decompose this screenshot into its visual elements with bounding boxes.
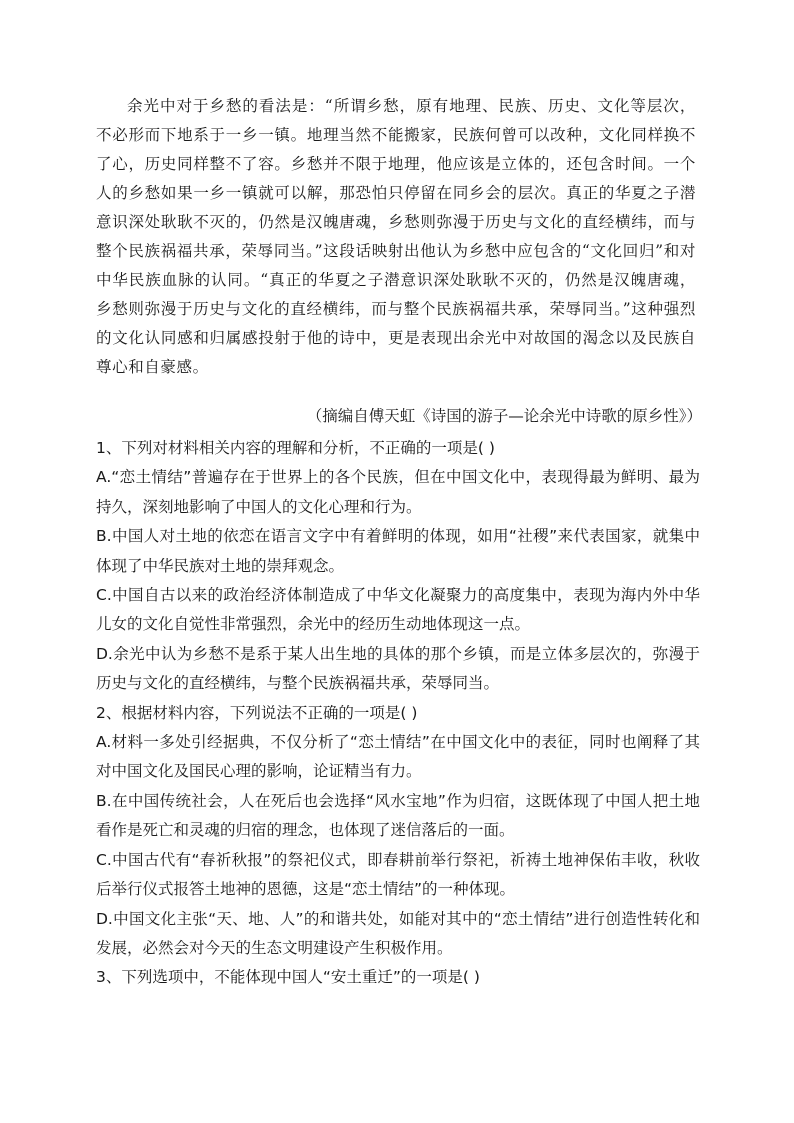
question-stem: 1、下列对材料相关内容的理解和分析，不正确的一项是( ): [96, 439, 495, 457]
question-option: A.“恋土情结”普遍存在于世界上的各个民族，但在中国文化中，表现得最为鲜明、最为持久，深刻地影响了中国人的文化心理和行为。: [96, 468, 700, 516]
question-option: D.中国文化主张“天、地、人”的和谐共处，如能对其中的“恋土情结”进行创造性转化和发展，必然会对今天的生态文明建设产生积极作用。: [96, 909, 700, 957]
question-stem: 3、下列选项中，不能体现中国人“安土重迁”的一项是( ): [96, 968, 480, 987]
passage: [96, 92, 696, 382]
question-option: D.余光中认为乡愁不是系于某人出生地的具体的那个乡镇，而是立体多层次的，弥漫于历史与文化的直经横纬，与整个民族祸福共承，荣辱同当。: [96, 644, 700, 693]
passage-paragraph: 余光中对于乡愁的看法是：“所谓乡愁，原有地理、民族、历史、文化等层次，不必形而下地系于一乡一镇。地理当然不能搬家，民族何曾可以改种，文化同样换不了心，历史同样整不了容。乡愁并不限于地理，他应该是立体的，还包含时间。一个人的乡愁如果一乡一镇就可以解，那恐怕只停留在同乡会的层次。真正的华夏之子潜意识深处耿耿不灭的，仍然是汉魄唐魂，乡愁则弥漫于历史与文化的直经横纬，而与整个民族祸福共承，荣辱同当。”这段话映射出他认为乡愁中应包含的“文化回归”和对中华民族血脉的认同。“真正的华夏之子潜意识深处耿耿不灭的，仍然是汉魄唐魂，乡愁则弥漫于历史与文化的直经横纬，而与整个民族祸福共承，荣辱同当。”这种强烈的文化认同感和归属感投射于他的诗中，更是表现出余光中对故国的渴念以及民族自尊心和自豪感。: [96, 97, 696, 376]
question-option: A.材料一多处引经据典，不仅分析了“恋土情结”在中国文化中的表征，同时也阐释了其对中国文化及国民心理的影响，论证精当有力。: [96, 733, 700, 781]
question-option: C.中国古代有“春祈秋报”的祭祀仪式，即春耕前举行祭祀，祈祷土地神保佑丰收，秋收后举行仪式报答土地神的恩德，这是“恋土情结”的一种体现。: [96, 850, 700, 899]
question-option: B.中国人对土地的依恋在语言文字中有着鲜明的体现，如用“社稷”来代表国家，就集中体现了中华民族对土地的崇拜观念。: [96, 527, 700, 575]
question-option: B.在中国传统社会，人在死后也会选择“风水宝地”作为归宿，这既体现了中国人把土地看作是死亡和灵魂的归宿的理念，也体现了迷信落后的一面。: [96, 791, 700, 840]
question-option: C.中国自古以来的政治经济体制造成了中华文化凝聚力的高度集中，表现为海内外中华儿女的文化自觉性非常强烈，余光中的经历生动地体现这一点。: [96, 586, 700, 634]
question-stem: 2、根据材料内容，下列说法不正确的一项是( ): [96, 703, 418, 722]
question-list: [96, 434, 700, 993]
source-citation: （摘编自傅天虹《诗国的游子—论余光中诗歌的原乡性》）: [306, 407, 702, 425]
